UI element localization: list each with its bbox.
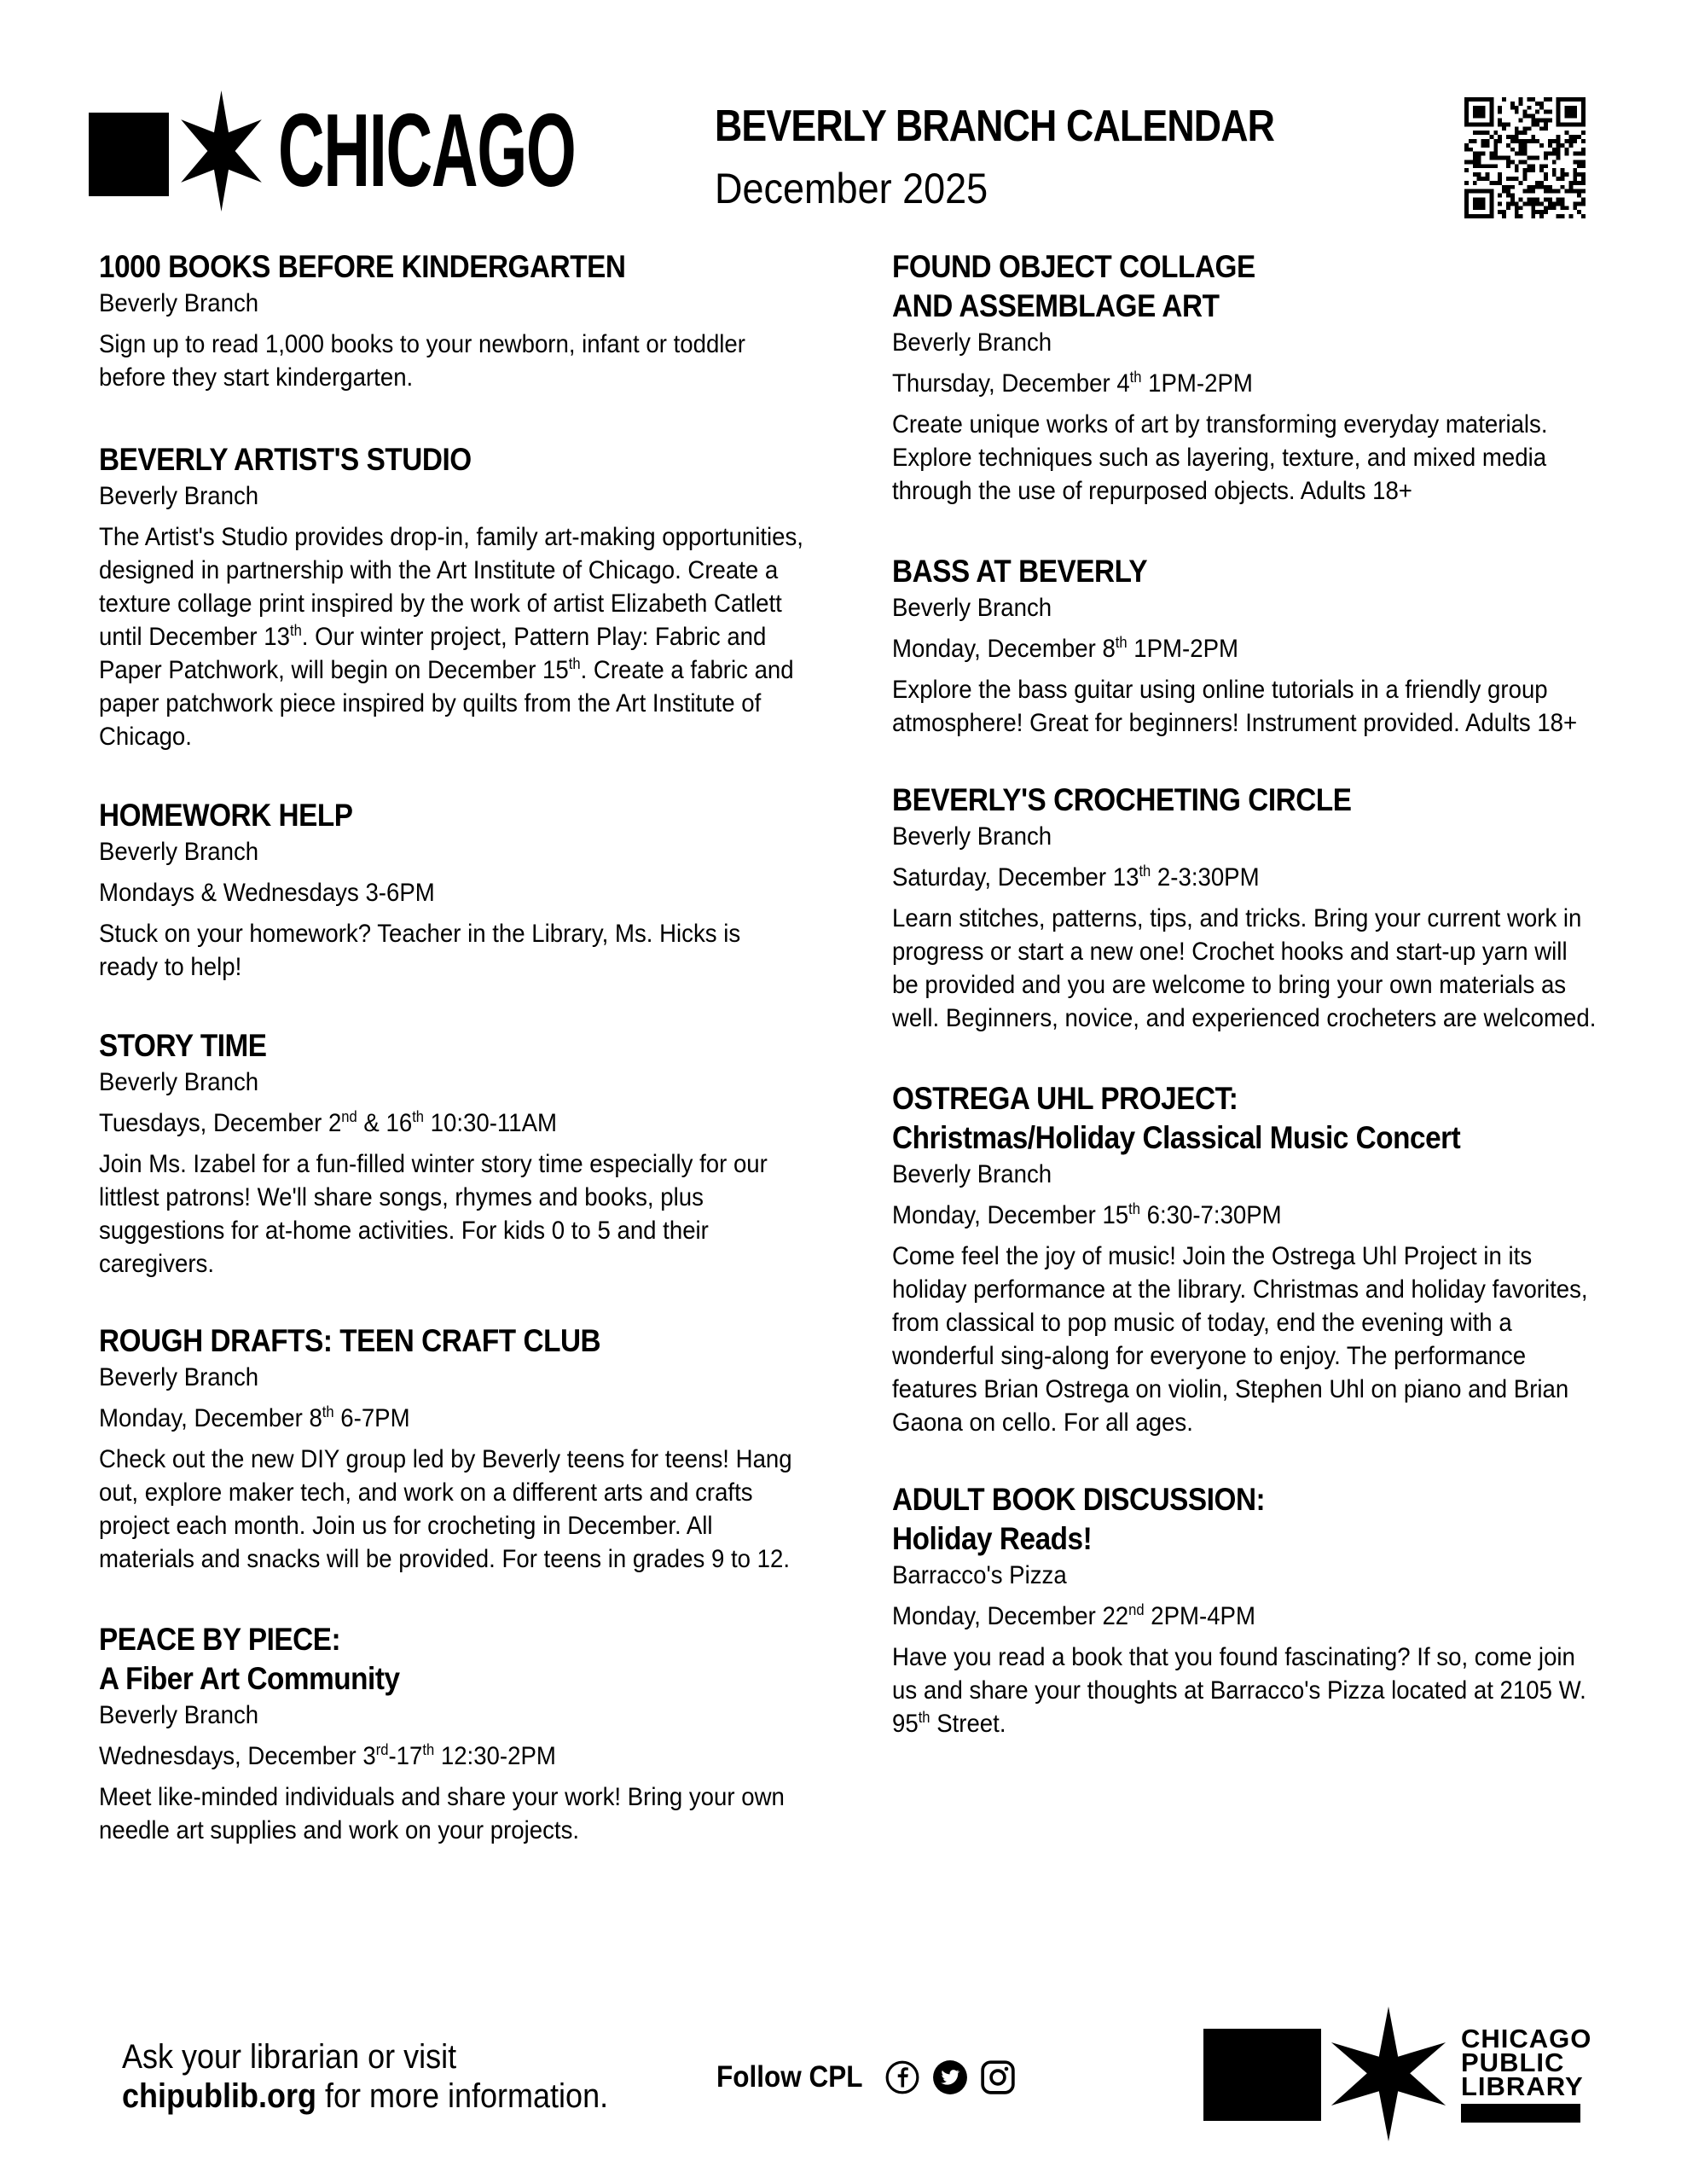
event-date: Monday, December 8th 1PM-2PM bbox=[892, 634, 1238, 663]
event-title: FOUND OBJECT COLLAGE bbox=[892, 249, 1255, 284]
event-date: Saturday, December 13th 2-3:30PM bbox=[892, 863, 1260, 892]
chicago-public-library-logo bbox=[1201, 2007, 1602, 2143]
event-homework-help bbox=[99, 796, 807, 984]
instagram-icon[interactable] bbox=[980, 2059, 1016, 2095]
event-peace-by-piece bbox=[99, 1620, 807, 1847]
event-beverly-s-crocheting-circle bbox=[892, 781, 1600, 1035]
event-date: Mondays & Wednesdays 3-6PM bbox=[99, 879, 435, 907]
qr-code-icon[interactable] bbox=[1464, 97, 1586, 218]
event-location: Beverly Branch bbox=[892, 1160, 1052, 1188]
event-title: Holiday Reads! bbox=[892, 1521, 1093, 1556]
event-description: Create unique works of art by transforming everyday materials. Explore techniques such as layering, texture, and mixed media through the use of repurposed objects. Adults 18+ bbox=[892, 410, 1548, 505]
follow-label: Follow CPL bbox=[716, 2060, 863, 2094]
event-description: The Artist's Studio provides drop-in, family art-making opportunities, designed in partnership with the Art Institute of Chicago. Create a texture collage print inspired by the work of artist Elizabeth Catlett until December 13th. Our winter project, Pattern Play: Fabric and Paper Patchwork, will begin on December 15th. Create a fabric and paper patchwork piece inspired by quilts from the Art Institute of Chicago. bbox=[99, 523, 803, 751]
event-location: Beverly Branch bbox=[99, 482, 259, 510]
event-location: Beverly Branch bbox=[99, 1701, 259, 1729]
event-description: Come feel the joy of music! Join the Ostrega Uhl Project in its holiday performance at the library. Christmas and holiday favorites, from classical to pop music of today, end the evening with a wonderful sing-along for everyone to enjoy. The performance features Brian Ostrega on violin, Stephen Uhl on piano and Brian Gaona on cello. For all ages. bbox=[892, 1242, 1588, 1437]
event-date: Thursday, December 4th 1PM-2PM bbox=[892, 369, 1253, 398]
event-title: PEACE BY PIECE: bbox=[99, 1622, 341, 1657]
logo-square-icon bbox=[1203, 2029, 1321, 2121]
event-title: BEVERLY ARTIST'S STUDIO bbox=[99, 442, 472, 477]
right-column bbox=[892, 247, 1600, 1778]
page-title: BEVERLY BRANCH CALENDAR bbox=[715, 102, 1275, 151]
event-date: Monday, December 15th 6:30-7:30PM bbox=[892, 1200, 1282, 1229]
event-location: Beverly Branch bbox=[892, 822, 1052, 851]
event-location: Beverly Branch bbox=[892, 594, 1052, 622]
cpl-word: CHICAGO bbox=[1461, 2024, 1592, 2053]
event-adult-book-discussion bbox=[892, 1480, 1600, 1740]
event-title: Christmas/Holiday Classical Music Concert bbox=[892, 1120, 1461, 1155]
calendar-month: December 2025 bbox=[715, 165, 988, 212]
facebook-icon[interactable] bbox=[884, 2059, 920, 2095]
event-beverly-artist-s-studio bbox=[99, 440, 807, 753]
website-link[interactable]: chipublib.org bbox=[122, 2077, 316, 2115]
event-ostrega-uhl-project bbox=[892, 1079, 1600, 1439]
cpl-wordmark bbox=[1461, 2024, 1592, 2101]
event-title: AND ASSEMBLAGE ART bbox=[892, 288, 1220, 323]
left-column bbox=[99, 247, 807, 1885]
event-rough-drafts-teen-craft-club bbox=[99, 1321, 807, 1576]
event-location: Beverly Branch bbox=[99, 1068, 259, 1096]
event-title: HOMEWORK HELP bbox=[99, 798, 353, 833]
event-title: ROUGH DRAFTS: TEEN CRAFT CLUB bbox=[99, 1323, 601, 1358]
event-date: Tuesdays, December 2nd & 16th 10:30-11AM bbox=[99, 1108, 557, 1137]
six-point-star-icon bbox=[1329, 2007, 1448, 2141]
event-location: Beverly Branch bbox=[99, 289, 259, 317]
logo-square-icon bbox=[89, 113, 169, 196]
event-description: Join Ms. Izabel for a fun-filled winter story time especially for our littlest patrons! We'll share songs, rhymes and books, plus suggestions for at-home activities. For kids 0 to 5 and their caregivers. bbox=[99, 1150, 768, 1278]
event-story-time bbox=[99, 1026, 807, 1281]
event-location: Beverly Branch bbox=[99, 1363, 259, 1391]
event-description: Sign up to read 1,000 books to your newborn, infant or toddler before they start kindergarten. bbox=[99, 330, 745, 392]
event-found-object-collage bbox=[892, 247, 1600, 508]
six-point-star-icon bbox=[181, 90, 262, 212]
event-bass-at-beverly bbox=[892, 552, 1600, 740]
event-description: Have you read a book that you found fascinating? If so, come join us and share your thoughts at Barracco's Pizza located at 2105 W. 95th Street. bbox=[892, 1643, 1586, 1738]
event-title: OSTREGA UHL PROJECT: bbox=[892, 1081, 1238, 1116]
twitter-icon[interactable] bbox=[932, 2059, 968, 2095]
event-title: BASS AT BEVERLY bbox=[892, 554, 1148, 589]
event-date: Monday, December 8th 6-7PM bbox=[99, 1403, 410, 1432]
event-title: 1000 BOOKS BEFORE KINDERGARTEN bbox=[99, 249, 626, 284]
follow-cpl bbox=[716, 2059, 1016, 2095]
footer-ask-line: Ask your librarian or visit bbox=[122, 2038, 457, 2076]
event-description: Check out the new DIY group led by Beverly teens for teens! Hang out, explore maker tech, and work on a different arts and crafts project each month. Join us for crocheting in December. All materials and snacks will be provided. For teens in grades 9 to 12. bbox=[99, 1445, 792, 1573]
event-title: STORY TIME bbox=[99, 1028, 267, 1063]
chicago-city-logo bbox=[89, 90, 617, 212]
logo-wordmark: CHICAGO bbox=[278, 92, 576, 208]
logo-bar bbox=[1461, 2104, 1580, 2123]
event-location: Barracco's Pizza bbox=[892, 1561, 1067, 1589]
event-description: Stuck on your homework? Teacher in the Library, Ms. Hicks is ready to help! bbox=[99, 920, 741, 981]
event-location: Beverly Branch bbox=[892, 328, 1052, 357]
event-title: BEVERLY'S CROCHETING CIRCLE bbox=[892, 782, 1352, 817]
footer-info bbox=[122, 2037, 608, 2116]
event-description: Learn stitches, patterns, tips, and tricks. Bring your current work in progress or start a new one! Crochet hooks and start-up yarn will be provided and you are welcome to bring your own materials as well. Beginners, novice, and experienced crocheters are welcomed. bbox=[892, 904, 1597, 1032]
event-description: Explore the bass guitar using online tutorials in a friendly group atmosphere! Great for beginners! Instrument provided. Adults 18+ bbox=[892, 676, 1578, 737]
cpl-word: PUBLIC bbox=[1461, 2048, 1565, 2077]
footer-suffix: for more information. bbox=[316, 2077, 609, 2115]
event-date: Monday, December 22nd 2PM-4PM bbox=[892, 1601, 1255, 1630]
event-description: Meet like-minded individuals and share your work! Bring your own needle art supplies and work on your projects. bbox=[99, 1783, 785, 1844]
event-date: Wednesdays, December 3rd-17th 12:30-2PM bbox=[99, 1741, 556, 1770]
cpl-word: LIBRARY bbox=[1461, 2071, 1584, 2101]
event-title: A Fiber Art Community bbox=[99, 1661, 400, 1696]
event-1000-books-before-kindergarten bbox=[99, 247, 807, 394]
event-title: ADULT BOOK DISCUSSION: bbox=[892, 1482, 1266, 1517]
event-location: Beverly Branch bbox=[99, 838, 259, 866]
